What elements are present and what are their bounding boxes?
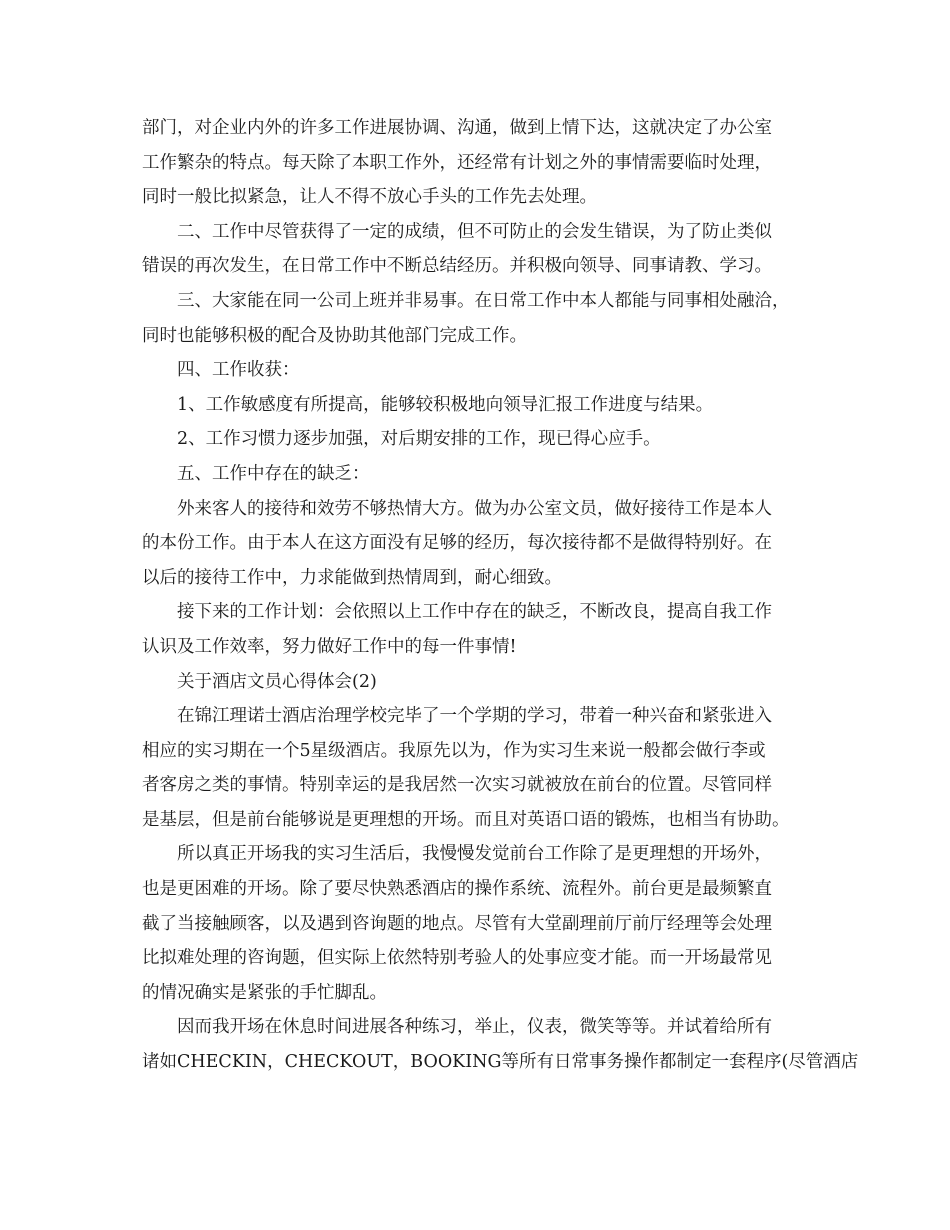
text-line: 1、工作敏感度有所提高，能够较积极地向领导汇报工作进度与结果。 (177, 394, 714, 415)
text-line: 比拟难处理的咨询题，但实际上依然特别考验人的处事应变才能。而一开场最常见 (142, 948, 772, 969)
document-body (142, 111, 859, 1080)
text-line: 接下来的工作计划：会依照以上工作中存在的缺乏，不断改良，提高自我工作 (177, 602, 772, 623)
text-line: 同时也能够积极的配合及协助其他部门完成工作。 (142, 325, 527, 346)
text-line: 同时一般比拟紧急，让人不得不放心手头的工作先去处理。 (142, 187, 597, 208)
text-line: 以后的接待工作中，力求能做到热情周到，耐心细致。 (142, 567, 562, 588)
text-line: 三、大家能在同一公司上班并非易事。在日常工作中本人都能与同事相处融洽， (177, 290, 790, 311)
text-line: 所以真正开场我的实习生活后，我慢慢发觉前台工作除了是更理想的开场外， (177, 844, 772, 865)
text-line: 的本份工作。由于本人在这方面没有足够的经历，每次接待都不是做得特别好。在 (142, 533, 772, 554)
text-line: 外来客人的接待和效劳不够热情大方。做为办公室文员，做好接待工作是本人 (177, 498, 772, 519)
text-line: 也是更困难的开场。除了要尽快熟悉酒店的操作系统、流程外。前台更是最频繁直 (142, 879, 772, 900)
text-line: 相应的实习期在一个5星级酒店。我原先以为，作为实习生来说一般都会做行李或 (142, 740, 766, 761)
text-line: 的情况确实是紧张的手忙脚乱。 (142, 982, 387, 1003)
text-line: 四、工作收获： (177, 360, 300, 381)
text-line: 2、工作习惯力逐步加强，对后期安排的工作，现已得心应手。 (177, 429, 661, 450)
text-line: 是基层，但是前台能够说是更理想的开场。而且对英语口语的锻炼，也相当有协助。 (142, 809, 790, 830)
text-line: 者客房之类的事情。特别幸运的是我居然一次实习就被放在前台的位置。尽管同样 (142, 775, 772, 796)
text-line: 错误的再次发生，在日常工作中不断总结经历。并积极向领导、同事请教、学习。 (142, 256, 772, 277)
text-line: 截了当接触顾客，以及遇到咨询题的地点。尽管有大堂副理前厅前厅经理等会处理 (142, 913, 772, 934)
text-line: 二、工作中尽管获得了一定的成绩，但不可防止的会发生错误，为了防止类似 (177, 221, 772, 242)
text-line: 因而我开场在休息时间进展各种练习，举止，仪表，微笑等等。并试着给所有 (177, 1017, 772, 1038)
text-line: 工作繁杂的特点。每天除了本职工作外，还经常有计划之外的事情需要临时处理， (142, 152, 772, 173)
text-line: 部门，对企业内外的许多工作进展协调、沟通，做到上情下达，这就决定了办公室 (142, 118, 772, 138)
section-heading: 关于酒店文员心得体会(2) (177, 671, 377, 692)
text-line: 诸如CHECKIN，CHECKOUT，BOOKING等所有日常事务操作都制定一套程序(尽管酒店 (142, 1052, 859, 1073)
text-line: 认识及工作效率，努力做好工作中的每一件事情! (142, 636, 517, 657)
text-line: 五、工作中存在的缺乏： (177, 463, 370, 484)
text-line: 在锦江理诺士酒店治理学校完毕了一个学期的学习，带着一种兴奋和紧张进入 (177, 706, 772, 727)
